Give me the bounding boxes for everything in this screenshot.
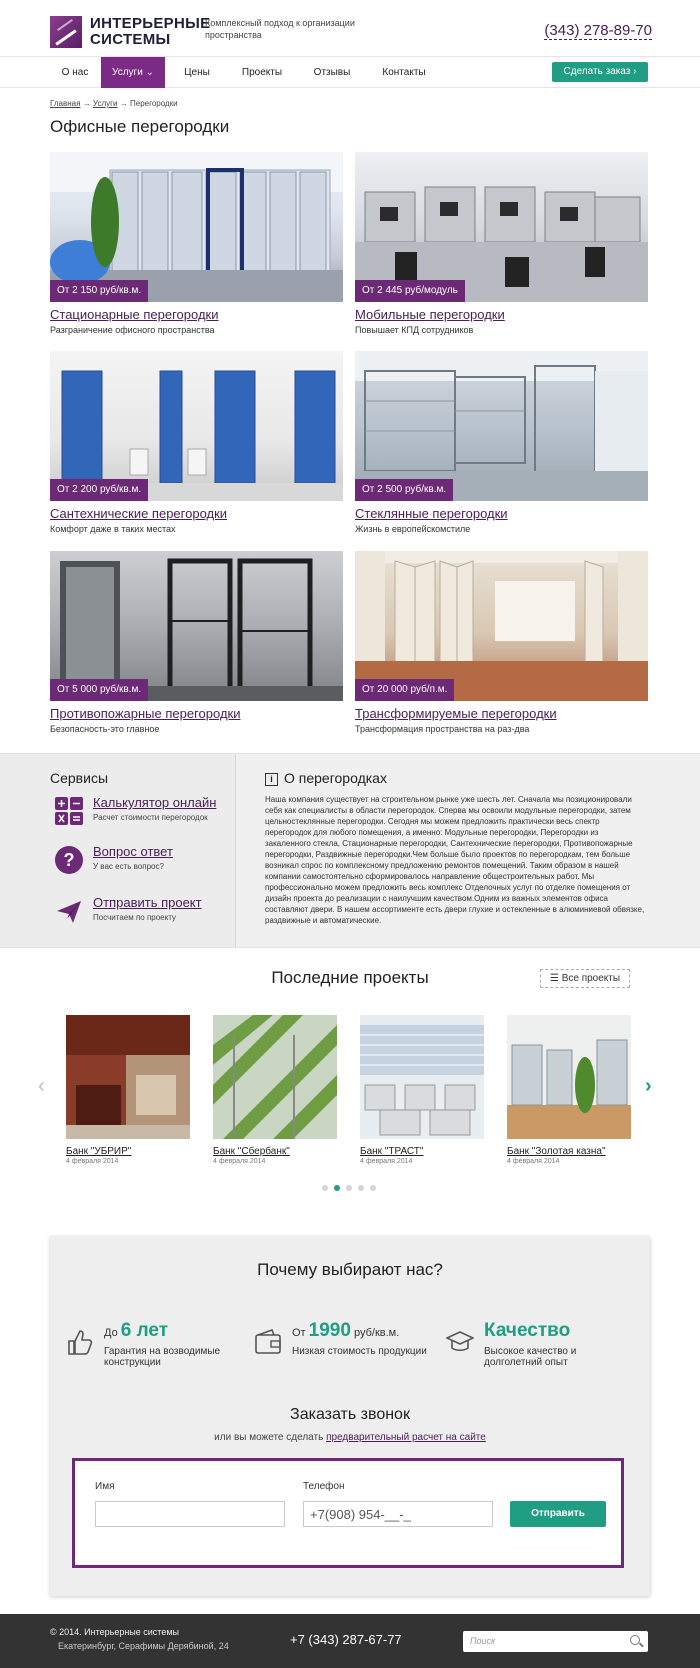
callback-form	[72, 1458, 624, 1568]
carousel-dot[interactable]	[358, 1185, 364, 1191]
project-item[interactable]	[507, 1015, 631, 1165]
project-image[interactable]	[213, 1015, 337, 1139]
service-faq[interactable]	[55, 844, 235, 880]
price-badge: От 2 445 руб/модуль	[355, 280, 465, 302]
callback-sub-prefix: или вы можете сделать	[214, 1432, 327, 1443]
calc-link[interactable]: предварительный расчет на сайте	[326, 1432, 486, 1443]
card-title[interactable]: Трансформируемые перегородки	[355, 706, 557, 721]
project-date: 4 февраля 2014	[66, 1158, 119, 1165]
header-phone[interactable]: (343) 278-89-70	[544, 22, 652, 39]
search-placeholder: Поиск	[470, 1636, 496, 1646]
product-image[interactable]	[355, 351, 648, 501]
nav-item-reviews[interactable]: Отзывы	[313, 67, 351, 78]
info-icon: i	[265, 773, 278, 786]
logo-icon[interactable]	[50, 16, 82, 48]
product-image[interactable]	[50, 152, 343, 302]
breadcrumb-sep: →	[82, 99, 91, 108]
card-subtitle: Жизнь в европейскомстиле	[355, 524, 471, 534]
card-subtitle: Комфорт даже в таких местах	[50, 524, 176, 534]
about-text: Наша компания существует на строительном рынке уже шесть лет. Сначала мы позиционировали себя как специалисты в области перегородок. Сперва мы освоили модульные перегородки, затем цельностеклянные перегородки. Сегодня мы можем предложить практически весь спектр перегородок для любого помещения, а именно: Модульные перегородки, Перегородки из закаленного стекла, Стационарные перегородки, Сантехнические перегородки, Противопожарные перегородки, Раздвижные перегородки.Чем больше было проектов по перегородкам, тем больше возникал спрос по комплексному предложению ремонтов помещений. Таким образом в нашей компании самостоятельно сформировалось направление общестроительных работ. Мы профессионально можем предложить весь комплекс Отделочных услуг по отделке помещения от дизайн проекта до реализации с наилучшим качеством.Одним из важных элементов офиса составляют двери. В нашем ассортименте есть двери глухие и остекленные в алюминиевой обвязке, раздвижные и автоматические.	[265, 795, 645, 925]
product-image[interactable]	[355, 551, 648, 701]
project-title[interactable]: Банк "УБРИР"	[66, 1146, 132, 1157]
product-image[interactable]	[355, 152, 648, 302]
project-title[interactable]: Банк "Сбербанк"	[213, 1146, 290, 1157]
service-title[interactable]: Вопрос ответ	[93, 844, 173, 859]
services-band	[0, 753, 700, 948]
service-subtitle: Посчитаем по проекту	[93, 913, 176, 922]
product-card[interactable]	[355, 351, 648, 534]
product-card[interactable]	[50, 551, 343, 734]
name-label: Имя	[95, 1481, 115, 1492]
feature-sub: Гарантия на возводимые конструкции	[104, 1346, 221, 1368]
svg-text:?: ?	[63, 850, 75, 870]
breadcrumb-sep: →	[119, 99, 128, 108]
price-badge: От 2 200 руб/кв.м.	[50, 479, 148, 501]
project-date: 4 февраля 2014	[213, 1158, 266, 1165]
tagline: Комплексный подход к организации пространства	[205, 18, 355, 40]
breadcrumb	[50, 99, 178, 108]
product-image[interactable]	[50, 551, 343, 701]
carousel-dot[interactable]	[322, 1185, 328, 1191]
logo-text[interactable]: ИНТЕРЬЕРНЫЕ СИСТЕМЫ	[90, 15, 211, 48]
carousel-pagination	[322, 1182, 382, 1194]
feature-big: 6 лет	[120, 1320, 169, 1341]
name-input[interactable]	[95, 1501, 285, 1527]
thumbs-up-icon	[66, 1328, 94, 1356]
paper-plane-icon	[55, 897, 83, 925]
project-image[interactable]	[360, 1015, 484, 1139]
feature-head	[292, 1320, 399, 1342]
site-footer	[0, 1614, 700, 1668]
page-title: Офисные перегородки	[50, 117, 230, 136]
about-title	[265, 770, 387, 786]
order-button[interactable]: Сделать заказ ›	[552, 62, 648, 82]
feature-sub: Низкая стоимость продукции	[292, 1346, 427, 1357]
service-subtitle: У вас есть вопрос?	[93, 862, 164, 871]
price-badge: От 20 000 руб/п.м.	[355, 679, 454, 701]
feature-pre: От	[292, 1327, 309, 1339]
nav-item-services[interactable]: Услуги ⌄	[101, 57, 165, 88]
card-subtitle: Безопасность-это главное	[50, 724, 160, 734]
project-item[interactable]	[360, 1015, 484, 1165]
carousel-dot[interactable]	[370, 1185, 376, 1191]
question-icon	[55, 846, 83, 874]
main-nav	[0, 56, 700, 88]
service-title[interactable]: Калькулятор онлайн	[93, 795, 217, 810]
product-card[interactable]	[355, 551, 648, 734]
nav-item-prices[interactable]: Цены	[184, 67, 210, 78]
card-subtitle: Разграничение офисного пространства	[50, 325, 215, 335]
footer-address: Екатеринбург, Серафимы Дерябиной, 24	[58, 1641, 229, 1651]
list-icon: ☰	[549, 973, 562, 984]
card-title[interactable]: Мобильные перегородки	[355, 307, 505, 322]
price-badge: От 2 150 руб/кв.м.	[50, 280, 148, 302]
feature-post: руб/кв.м.	[350, 1327, 400, 1339]
footer-copyright: © 2014. Интерьерные системы	[50, 1627, 179, 1637]
service-subtitle: Расчет стоимости перегородок	[93, 813, 208, 822]
phone-input[interactable]	[303, 1501, 493, 1527]
card-subtitle: Трансформация пространства на раз-два	[355, 724, 530, 734]
band-divider	[235, 754, 236, 947]
nav-item-projects[interactable]: Проекты	[241, 67, 283, 78]
project-title[interactable]: Банк "ТРАСТ"	[360, 1146, 424, 1157]
product-card[interactable]	[355, 152, 648, 335]
about-title-text: О перегородках	[284, 770, 387, 786]
callback-subtitle	[50, 1432, 650, 1443]
submit-button[interactable]: Отправить	[510, 1501, 606, 1527]
project-image[interactable]	[507, 1015, 631, 1139]
service-send-project[interactable]	[55, 895, 235, 931]
feature-head	[104, 1320, 168, 1342]
product-image[interactable]	[50, 351, 343, 501]
feature-big: 1990	[308, 1320, 351, 1341]
card-title[interactable]: Противопожарные перегородки	[50, 706, 241, 721]
product-card[interactable]	[50, 351, 343, 534]
site-header	[0, 0, 700, 56]
why-title: Почему выбирают нас?	[257, 1260, 443, 1279]
all-projects-button[interactable]	[540, 969, 630, 988]
projects-title: Последние проекты	[271, 968, 429, 987]
carousel-dot-active[interactable]	[334, 1185, 340, 1191]
carousel-dot[interactable]	[346, 1185, 352, 1191]
footer-search-input[interactable]	[463, 1631, 648, 1652]
project-title[interactable]: Банк "Золотая казна"	[507, 1146, 606, 1157]
nav-item-about[interactable]: О нас	[61, 67, 89, 78]
feature-head	[484, 1320, 570, 1342]
project-item[interactable]	[66, 1015, 190, 1165]
nav-item-contacts[interactable]: Контакты	[382, 67, 426, 78]
feature-pre: До	[104, 1327, 121, 1339]
carousel-prev-icon[interactable]: ‹	[38, 1075, 45, 1097]
all-projects-label: Все проекты	[561, 973, 621, 984]
callback-title: Заказать звонок	[290, 1406, 410, 1423]
card-title[interactable]: Стационарные перегородки	[50, 307, 219, 322]
service-title[interactable]: Отправить проект	[93, 895, 202, 910]
footer-phone[interactable]: +7 (343) 287-67-77	[290, 1632, 402, 1647]
card-title[interactable]: Стеклянные перегородки	[355, 506, 508, 521]
price-badge: От 5 000 руб/кв.м.	[50, 679, 148, 701]
phone-label: Телефон	[303, 1481, 345, 1492]
price-badge: От 2 500 руб/кв.м.	[355, 479, 453, 501]
project-item[interactable]	[213, 1015, 337, 1165]
card-title[interactable]: Сантехнические перегородки	[50, 506, 228, 521]
breadcrumb-home[interactable]: Главная	[50, 99, 81, 108]
services-title: Сервисы	[50, 770, 109, 786]
carousel-next-icon[interactable]: ›	[645, 1075, 652, 1097]
project-date: 4 февраля 2014	[507, 1158, 560, 1165]
search-icon[interactable]	[630, 1635, 640, 1645]
product-card[interactable]	[50, 152, 343, 335]
service-calculator[interactable]	[55, 795, 235, 831]
card-subtitle: Повышает КПД сотрудников	[355, 325, 474, 335]
graduation-cap-icon	[446, 1328, 474, 1356]
calculator-icon	[55, 797, 83, 825]
breadcrumb-services[interactable]: Услуги	[92, 99, 118, 108]
breadcrumb-current: Перегородки	[130, 99, 178, 108]
feature-sub: Высокое качество и долголетний опыт	[484, 1346, 577, 1368]
wallet-icon	[254, 1328, 282, 1356]
project-date: 4 февраля 2014	[360, 1158, 413, 1165]
project-image[interactable]	[66, 1015, 190, 1139]
why-us-section	[50, 1236, 650, 1596]
feature-big: Качество	[484, 1320, 571, 1341]
